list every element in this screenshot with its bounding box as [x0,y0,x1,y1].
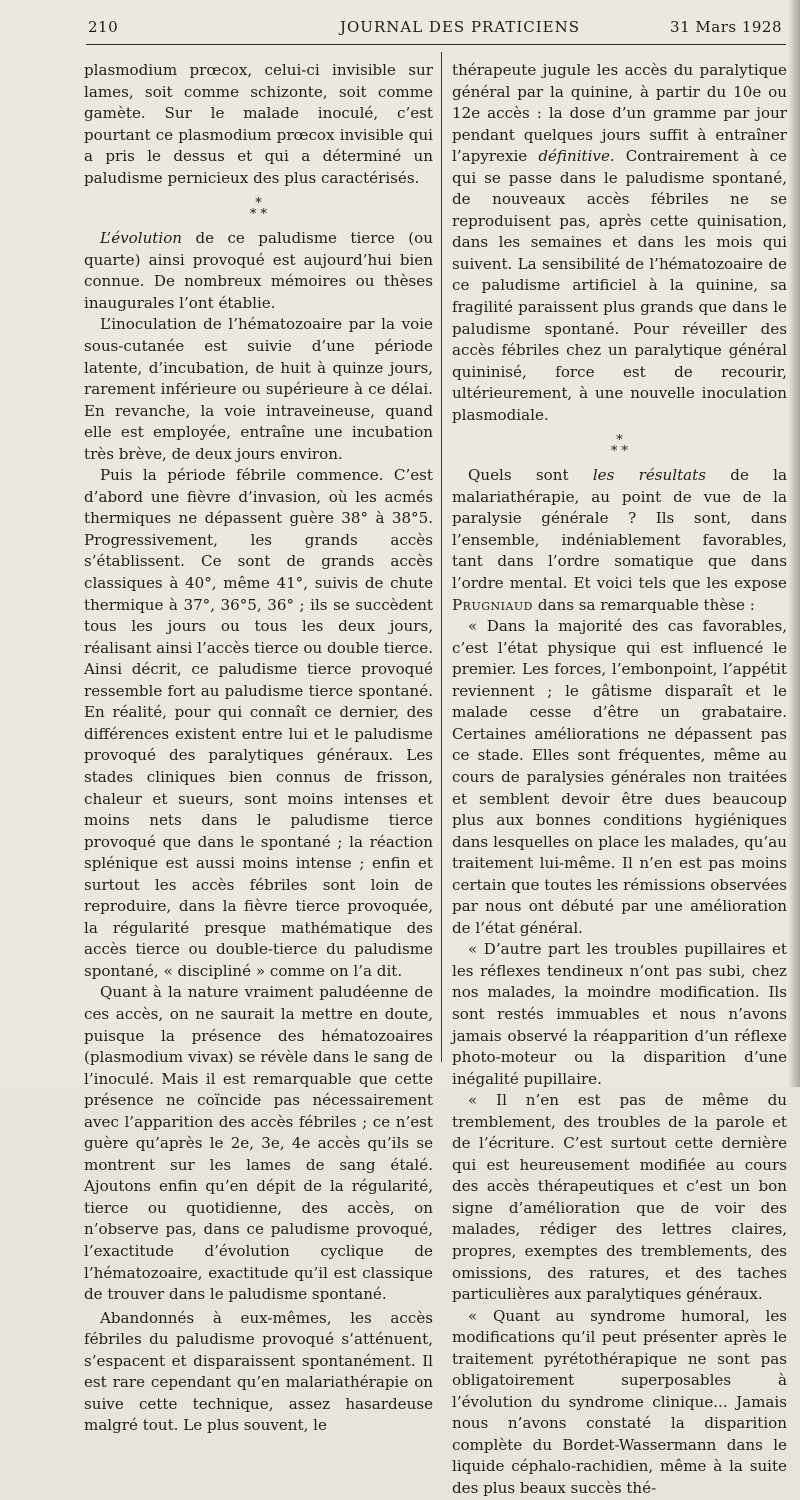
running-header [88,18,782,40]
separator-star: * [616,433,623,449]
section-separator [84,189,433,228]
paragraph: Puis la période fébrile commence. C’est d’abord une fièvre d’invasion, où les acmés thermiques ne dépassent guère 38° à 38°5. Progressivement, les grands accès s’établissent. Ce sont de grands accès classiques à 40°, même 41°, suivis de chute thermique à 37°, 36°5, 36° ; ils se succèdent tous les jours ou tous les deux jours, réalisant ainsi l’accès tierce ou double tierce. Ainsi décrit, ce paludisme tierce provoqué ressemble fort au paludisme tierce spontané. En réalité, pour qui connaît ce dernier, des différences existent entre lui et le paludisme provoqué des paralytiques généraux. Les stades cliniques bien connus de frisson, chaleur et sueurs, sont moins intenses et moins nets dans le paludisme tierce provoqué que dans le spontané ; la réaction splénique est aussi moins intense ; enfin et surtout les accès fébriles sont loin de reproduire, dans la fièvre tierce provoquée, la régularité presque mathématique des accès tierce ou double-tierce du paludisme spontané, « discipliné » comme on l’a dit. [84,466,433,980]
paragraph: L’inoculation de l’hématozoaire par la voie sous-cutanée est suivie d’une période latente, d’incubation, de huit à quinze jours, rarement inférieure ou supérieure à ce délai. En revanche, la voie intraveineuse, quand elle est employée, entraîne une incubation très brève, de deux jours environ. [84,315,433,463]
author-name: Prugniaud [452,595,533,614]
quoted-paragraph: « Dans la majorité des cas favorables, c’est l’état physique qui est influencé le premier. Les forces, l’embonpoint, l’appétit reviennent ; le gâtisme disparaît et le malade cesse d’être un grabataire. Certaines améliorations ne dépassent pas ce stade. Elles sont fréquentes, même au cours de paralysies générales non traitées et semblent devoir être dues beaucoup plus aux bonnes conditions hygiéniques dans lesquelles on place les malades, qu’au traitement lui-même. Il n’en est pas moins certain que toutes les rémissions observées par nous ont débuté par une amélioration de l’état général. [452,617,787,937]
right-column [452,60,787,1500]
separator-star: * [255,196,262,212]
separator-stars: * * [249,207,268,223]
quoted-paragraph: « D’autre part les troubles pupillaires et les réflexes tendineux n’ont pas subi, chez nos malades, la moindre modification. Ils sont restés immuables et nous n’avons jamais observé la réapparition d’un réflexe photo-moteur ou la disparition d’une inégalité pupillaire. [452,940,787,1088]
paragraph: Quels sont les résultats de la malariathérapie, au point de vue de la paralysie générale ? Ils sont, dans l’ensemble, indéniablement favorables, tant dans l’ordre somatique que dans l’ordre mental. Et voici tels que les expose Prugniaud dans sa remarquable thèse : [452,466,787,614]
column-divider [441,52,442,1062]
quoted-paragraph: « Il n’en est pas de même du tremblement, des troubles de la parole et de l’écriture. C’est surtout cette dernière qui est heureusement modifiée au cours des accès thérapeutiques et c’est un bon signe d’amélioration que de voir des malades, rédiger des lettres claires, propres, exemptes des tremblements, des omissions, des ratures, et des taches particulières aux paralytiques généraux. [452,1091,787,1304]
page-edge-shadow [788,0,800,1087]
paragraph: Quant à la nature vraiment paludéenne de ces accès, on ne saurait la mettre en doute, puisque la présence des hématozoaires (plasmodium vivax) se révèle dans le sang de l’inoculé. Mais il est remarquable que cette présence ne coïncide pas nécessairement avec l’apparition des accès fébriles ; ce n’est guère qu’après le 2e, 3e, 4e accès qu’ils se montrent sur les lames de sang étalé. Ajoutons enfin qu’en dépit de la régularité, tierce ou quotidienne, des accès, on n’observe pas, dans ce paludisme provoqué, l’exactitude d’évolution cyclique de l’hématozoaire, exactitude qu’il est classique de trouver dans le paludisme spontané. [84,983,433,1304]
quoted-paragraph: « Quant au syndrome humoral, les modifications qu’il peut présenter après le traitement pyrétothérapique ne sont pas obligatoirement superposables à l’évolution du syndrome clinique... Jamais nous n’avons constaté la disparition complète du Bordet-Wassermann dans le liquide céphalo-rachidien, même à la suite des plus beaux succès thé- [452,1306,787,1497]
left-column [84,60,433,1437]
emphasis: définitive. [538,147,615,166]
paragraph: thérapeute jugule les accès du paralytique général par la quinine, à partir du 10e ou 12e accès : la dose d’un gramme par jour pendant quelques jours suffit à entraîner l’apyrexie définitive. Contrairement à ce qui se passe dans le paludisme spontané, de nouveaux accès fébriles ne se reproduisent pas, après cette quinisation, dans les semaines et dans les mois qui suivent. La sensibilité de l’hématozoaire de ce paludisme artificiel à la quinine, sa fragilité paraissent plus grands que dans le paludisme spontané. Pour réveiller des accès fébriles chez un paralytique général quininisé, force est de recourir, ultérieurement, à une nouvelle inoculation plasmodiale. [452,61,787,424]
emphasis: les résultats [592,466,706,485]
paragraph: L’évolution de ce paludisme tierce (ou quarte) ainsi provoqué est aujourd’hui bien connue. De nombreux mémoires ou thèses inaugurales l’ont établie. [84,229,433,312]
paragraph: plasmodium prœcox, celui-ci invisible sur lames, soit comme schizonte, soit comme gamète. Sur le malade inoculé, c’est pourtant ce plasmodium prœcox invisible qui a pris le dessus et qui a déterminé un paludisme pernicieux des plus caractérisés. [84,61,433,187]
journal-title: JOURNAL DES PRATICIENS [340,18,581,36]
paragraph: Abandonnés à eux-mêmes, les accès fébriles du paludisme provoqué s’atténuent, s’espacent et disparaissent spontanément. Il est rare cependant qu’en malariathérapie on suive cette technique, assez hasardeuse malgré tout. Le plus souvent, le [84,1308,433,1435]
section-separator [452,426,787,465]
issue-date: 31 Mars 1928 [670,18,782,36]
separator-stars: * * [610,444,629,460]
header-rule [86,44,786,45]
emphasis: L’évolution [100,229,182,248]
page-number: 210 [88,18,119,36]
